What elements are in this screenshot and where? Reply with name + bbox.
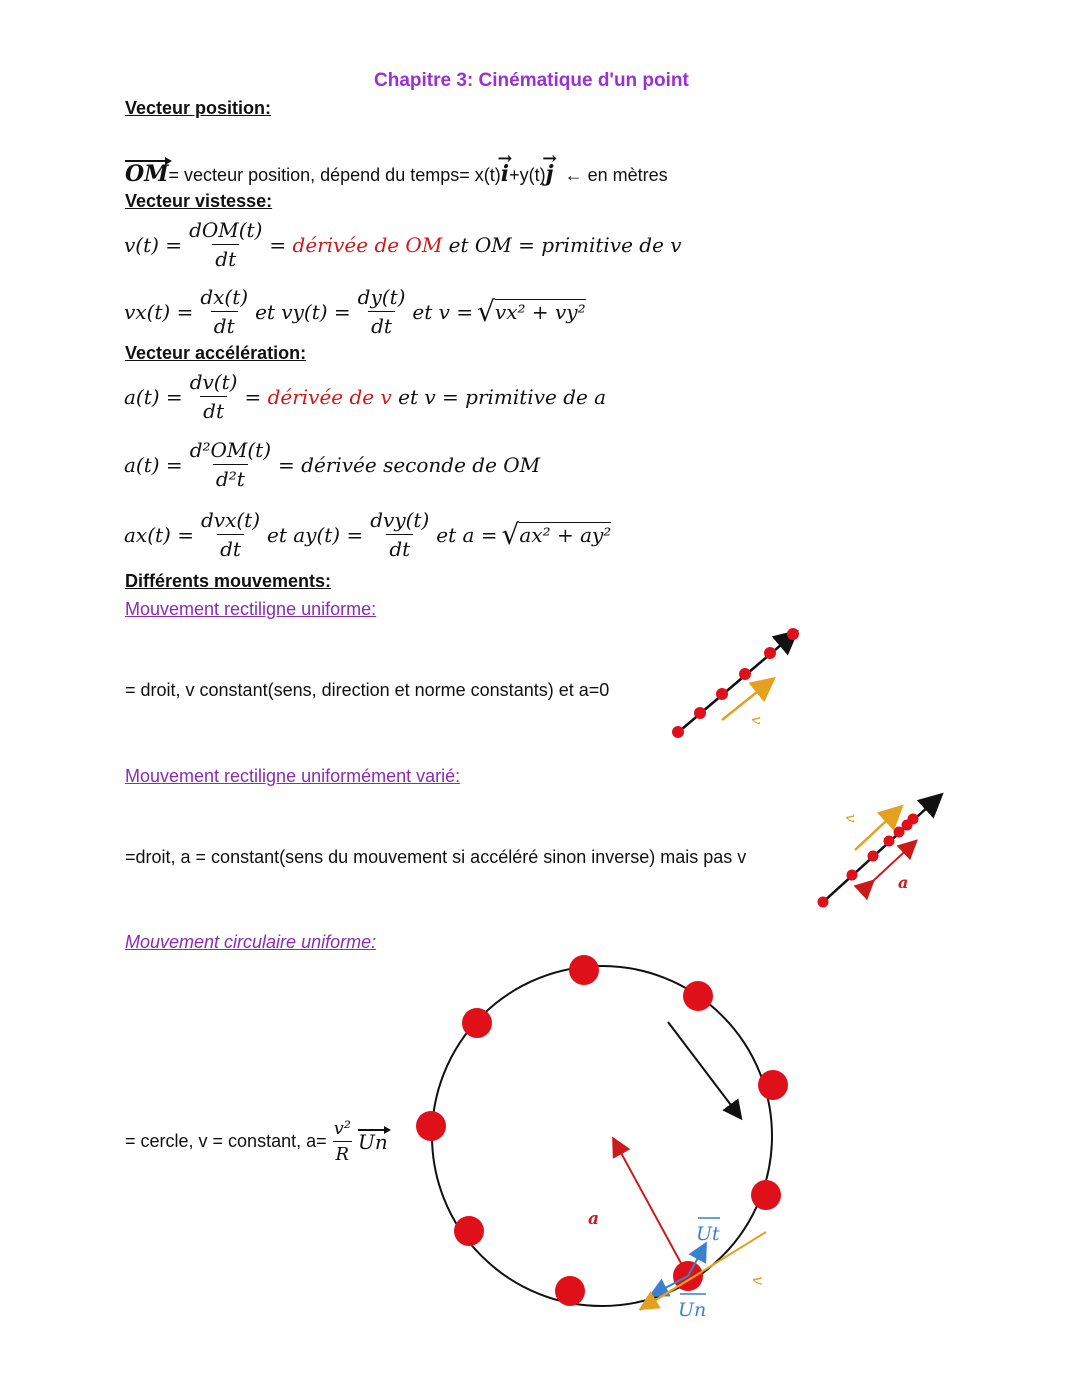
dv-num: dv(t) xyxy=(189,370,238,394)
mcu-un: Un xyxy=(358,1130,388,1154)
mcu-num: v² xyxy=(333,1118,352,1139)
i-symbol: → i xyxy=(501,161,509,187)
dt-den-2: dt xyxy=(211,311,238,338)
vitesse-eq2: vx(t) = $\frac{dx(t)}{dt}$ et vy(t) = $\frac{dy(t)}{dt}$ et v = √ vx² + vy² xyxy=(124,285,586,338)
dt-den-4: dt xyxy=(200,396,227,423)
a-t-2: a(t) = xyxy=(124,452,183,477)
dt-den-5: dt xyxy=(217,534,244,561)
unit-note: ← en mètres xyxy=(564,165,668,185)
mru-text: = droit, v constant(sens, direction et norme constants) et a=0 xyxy=(125,680,610,700)
dom-num: dOM(t) xyxy=(189,218,263,242)
mruv-a-label: a xyxy=(898,873,909,892)
mcu-desc: = cercle, v = constant, a= xyxy=(125,1131,327,1151)
om-symbol: OM xyxy=(125,161,169,187)
mruv-v-label: v xyxy=(842,814,860,823)
derivee-seconde: = dérivée seconde de OM xyxy=(278,452,541,477)
mru-v-label: v xyxy=(748,716,766,725)
heading-vitesse: Vecteur vistesse: xyxy=(125,191,273,211)
heading-mouvements: Différents mouvements: xyxy=(125,571,332,591)
sqrt-v: vx² + vy² xyxy=(494,300,586,324)
ax-t: ax(t) = xyxy=(124,522,194,547)
primitive-v: et OM = primitive de v xyxy=(448,232,682,257)
et-vy: et vy(t) = xyxy=(255,299,351,324)
dx-num: dx(t) xyxy=(200,285,249,309)
et-v: et v = xyxy=(412,299,474,324)
sqrt-a: ax² + ay² xyxy=(519,523,612,547)
mcu-a-label: a xyxy=(588,1209,600,1229)
primitive-a: et v = primitive de a xyxy=(398,384,607,409)
mcu-v-label: v xyxy=(749,1276,768,1286)
vx-t: vx(t) = xyxy=(124,299,194,324)
heading-position: Vecteur position: xyxy=(125,98,272,118)
mcu-un-label: Un xyxy=(678,1299,707,1321)
heading-acceleration: Vecteur accélération: xyxy=(125,343,307,363)
mruv-diagram xyxy=(818,796,941,908)
dt-den: dt xyxy=(212,244,239,271)
mcu-title: Mouvement circulaire uniforme: xyxy=(125,932,377,952)
accel-eq1: a(t) = $\frac{dv(t)}{dt}$ = dérivée de v et v = primitive de a xyxy=(124,370,607,423)
dy-num: dy(t) xyxy=(357,285,406,309)
dvy-num: dvy(t) xyxy=(370,508,430,532)
mru-title: Mouvement rectiligne uniforme: xyxy=(125,599,377,619)
derivee-v: dérivée de v xyxy=(267,384,392,409)
dt-den-3: dt xyxy=(368,311,395,338)
mcu-den: R xyxy=(333,1141,353,1165)
a-t: a(t) = xyxy=(124,384,183,409)
dvx-num: dvx(t) xyxy=(200,508,260,532)
mruv-text: =droit, a = constant(sens du mouvement si accéléré sinon inverse) mais pas v xyxy=(125,847,747,867)
j-symbol: → j xyxy=(546,161,554,187)
mcu-ut-label: Ut xyxy=(696,1223,720,1245)
d2t-den: d²t xyxy=(213,464,248,491)
d2om-num: d²OM(t) xyxy=(189,438,272,462)
position-plus: +y(t) xyxy=(509,165,546,185)
v-t: v(t) = xyxy=(124,232,183,257)
et-ay: et ay(t) = xyxy=(267,522,364,547)
et-a: et a = xyxy=(436,522,498,547)
accel-eq3: ax(t) = $\frac{\text{dvx(t)}}{dt}$ et ay(t) = $\frac{\text{dvy(t)}}{dt}$ et a = √ ax² + ay² xyxy=(124,508,612,561)
dt-den-6: dt xyxy=(386,534,413,561)
mcu-diagram xyxy=(416,955,788,1321)
derivee-om: dérivée de OM xyxy=(292,232,443,257)
vitesse-eq1: v(t) = $\frac{\text{dOM(t)}}{dt}$ = dérivée de OM et OM = primitive de v xyxy=(124,218,682,271)
mruv-title: Mouvement rectiligne uniformément varié: xyxy=(125,766,461,786)
page-title: Chapitre 3: Cinématique d'un point xyxy=(374,70,689,91)
position-text: = vecteur position, dépend du temps= x(t) xyxy=(168,165,501,185)
mru-diagram xyxy=(672,628,799,738)
